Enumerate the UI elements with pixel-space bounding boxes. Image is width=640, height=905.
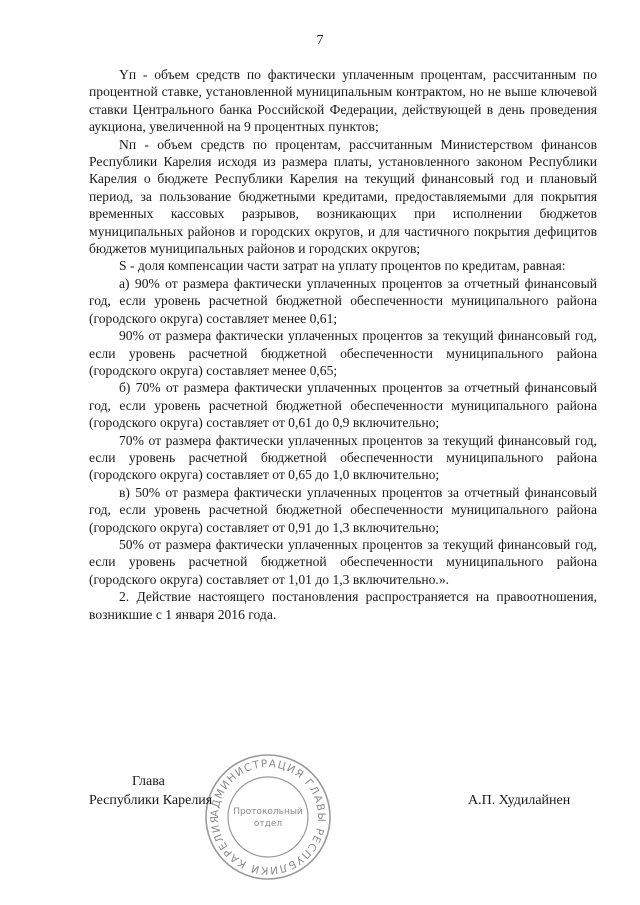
signatory-title-line1: Глава — [132, 774, 165, 789]
paragraph-item-v-current: 50% от размера фактически уплаченных процентов за текущий финансовый год, если уровень расчетной бюджетной обеспеченности муниципального района (городского округа) составляет от 1,01 до 1,3 включительно.». — [89, 536, 597, 587]
paragraph-item-b-current: 70% от размера фактически уплаченных процентов за текущий финансовый год, если уровень расчетной бюджетной обеспеченности муниципального района (городского округа) составляет от 0,65 до 1,0 включительно; — [89, 432, 597, 483]
svg-text:АДМИНИСТРАЦИЯ ГЛАВЫ РЕСПУБЛИКИ: АДМИНИСТРАЦИЯ ГЛАВЫ РЕСПУБЛИКИ КАРЕЛИЯ — [208, 757, 328, 877]
paragraph-np-definition: Nп - объем средств по процентам, рассчитанным Министерством финансов Республики Карелия исходя из размера платы, установленного законом Республики Карелия о бюджете Республики Карелия на текущий финансовый год и плановый период, за пользование бюджетными кредитами, предоставляемыми для покрытия временных кассовых разрывов, возникающих при исполнении бюджетов муниципальных районов и городских округов, и для частичного покрытия дефицитов бюджетов муниципальных районов и городских округов; — [89, 136, 597, 257]
signature-block — [0, 772, 640, 892]
signatory-title-line2: Республики Карелия — [89, 793, 213, 808]
paragraph-yp-definition: Yп - объем средств по фактически уплаченным процентам, рассчитанным по процентной ставке, установленной муниципальным контрактом, но не выше ключевой ставки Центрального банка Российской Федерации, действующей в день проведения аукциона, увеличенной на 9 процентных пунктов; — [89, 67, 597, 135]
paragraph-item-a: а) 90% от размера фактически уплаченных процентов за отчетный финансовый год, если уровень расчетной бюджетной обеспеченности муниципального района (городского округа) составляет менее 0,61; — [89, 275, 597, 326]
svg-text:отдел: отдел — [253, 819, 283, 829]
paragraph-item-b: б) 70% от размера фактически уплаченных процентов за отчетный финансовый год, если уровень расчетной бюджетной обеспеченности муниципального района (городского округа) составляет от 0,61 до 0,9 включительно; — [89, 380, 597, 431]
paragraph-s-definition: S - доля компенсации части затрат на уплату процентов по кредитам, равная: — [119, 258, 566, 274]
paragraph-item-v: в) 50% от размера фактически уплаченных процентов за отчетный финансовый год, если уровень расчетной бюджетной обеспеченности муниципального района (городского округа) составляет от 0,91 до 1,3 включительно; — [89, 484, 597, 535]
svg-text:Протокольный: Протокольный — [233, 807, 303, 817]
paragraph-effective-date: 2. Действие настоящего постановления распространяется на правоотношения, возникшие с 1 января 2016 года. — [89, 589, 597, 622]
paragraph-item-a-current: 90% от размера фактически уплаченных процентов за текущий финансовый год, если уровень расчетной бюджетной обеспеченности муниципального района (городского округа) составляет менее 0,65; — [89, 328, 597, 378]
document-body — [89, 66, 597, 623]
signatory-name: А.П. Худилайнен — [468, 793, 571, 808]
page-number: 7 — [316, 33, 324, 48]
